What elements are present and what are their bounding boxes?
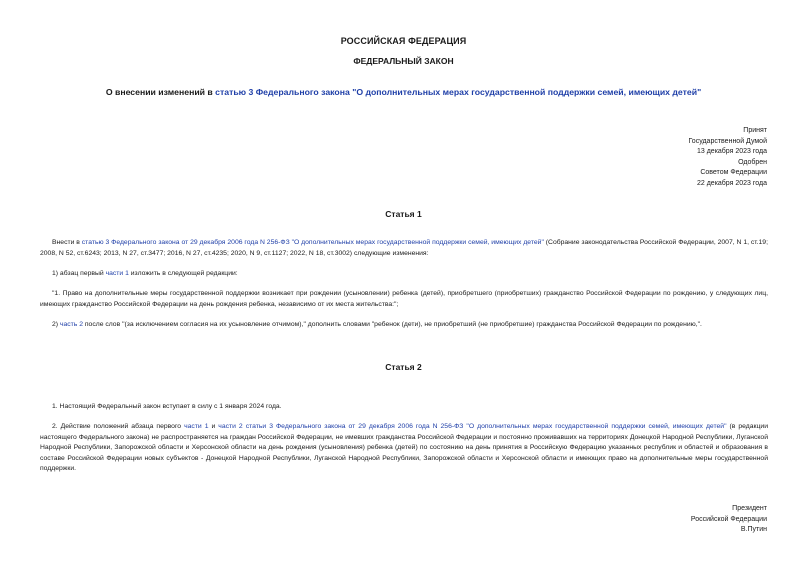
part-2-article-3-link[interactable]: части 2 статьи 3 Федерального закона от 29 декабря 2006 года N 256-ФЗ "О дополнительных мерах государственной поддержки семей, имеющих детей" xyxy=(218,423,727,430)
text-segment: (в редакции настоящего Федерального закона) не распространяется на граждан Российской Федерации, не имевших гражданства Российской Федерации и постоянно проживавших на территориях Донецкой Народной Республики, Луганской Народной Республики, Запорожской области и Херсонской области на день рождения (усыновления) ребенка (детей) по состоянию на день принятия в Российскую Федерацию указанных республик и областей и образования в составе Российской Федерации новых субъектов - Донецкой Народной Республики, Луганской Народной Республики, Запорожской области и Херсонской области и имеющих право на дополнительные меры государственной поддержки. xyxy=(40,423,768,473)
adoption-line: 13 декабря 2023 года xyxy=(696,148,767,156)
adoption-line: Государственной Думой xyxy=(688,137,767,145)
article-2-paragraph-1 xyxy=(40,402,768,413)
text-segment: 1. Настоящий Федеральный закон вступает в силу с 1 января 2024 года. xyxy=(52,403,282,410)
adoption-line: Одобрен xyxy=(738,158,767,166)
text-segment: 2. Действие положений абзаца первого xyxy=(52,423,185,430)
article-1-paragraph-3 xyxy=(40,289,768,310)
article-1-heading: Статья 1 xyxy=(385,209,422,219)
part-2-link[interactable]: часть 2 xyxy=(59,321,83,328)
adoption-line: Принят xyxy=(743,127,767,134)
text-segment: 1) абзац первый xyxy=(52,270,106,277)
adoption-line: 22 декабря 2023 года xyxy=(696,179,767,187)
law-kind-heading: ФЕДЕРАЛЬНЫЙ ЗАКОН xyxy=(353,56,454,66)
text-segment: 2) xyxy=(52,321,60,328)
part-1-link[interactable]: части 1 xyxy=(105,270,129,277)
text-segment: изложить в следующей редакции: xyxy=(128,270,238,277)
text-segment: Внести в xyxy=(52,239,82,246)
signature-line: Российской Федерации xyxy=(690,515,767,523)
text-segment: после слов "(за исключением согласия на их усыновление отчимом)," дополнить словами "ребенок (дети), не приобретший (не приобретшие) гражданства Российской Федерации по рождению,". xyxy=(82,321,702,328)
adoption-block xyxy=(567,126,767,190)
law-link[interactable]: статью 3 Федерального закона от 29 декабря 2006 года N 256-ФЗ "О дополнительных мерах государственной поддержки семей, имеющих детей" xyxy=(81,239,544,246)
text-segment: (Собрание законодательства Российской Федерации, 2007, N 1, ст.19; 2008, N 52, ст.6243; 2013, N 27, ст.3477; 2016, N 27, ст.4235; 2020, N 9, ст.1127; 2022, N 18, ст.3002) следующие изменения: xyxy=(40,239,768,257)
text-segment: "1. Право на дополнительные меры государственной поддержки возникает при рождении (усыновлении) ребенка (детей), приобретшего (приобретших) гражданство Российской Федерации по рождению, у следующих лиц, имеющих гражданство Российской Федерации на день рождения ребенка, независимо от их места жительства:"; xyxy=(40,290,768,308)
law-title-link[interactable]: статью 3 Федерального закона "О дополнительных мерах государственной поддержки семей, имеющих детей" xyxy=(215,87,702,97)
part-1-link[interactable]: части 1 xyxy=(184,423,209,430)
text-segment: и xyxy=(208,423,219,430)
article-1-paragraph-2 xyxy=(40,269,768,280)
article-1-paragraph-1 xyxy=(40,238,768,259)
signature-line: В.Путин xyxy=(740,526,767,534)
signature-block xyxy=(567,504,767,536)
law-title-prefix: О внесении изменений в xyxy=(105,87,216,97)
signature-line: Президент xyxy=(732,505,767,512)
country-heading: РОССИЙСКАЯ ФЕДЕРАЦИЯ xyxy=(340,36,467,46)
article-2-heading: Статья 2 xyxy=(385,362,422,372)
article-1-paragraph-4 xyxy=(40,320,768,331)
article-2-paragraph-2 xyxy=(40,422,768,475)
law-title xyxy=(0,87,807,97)
adoption-line: Советом Федерации xyxy=(700,169,767,177)
